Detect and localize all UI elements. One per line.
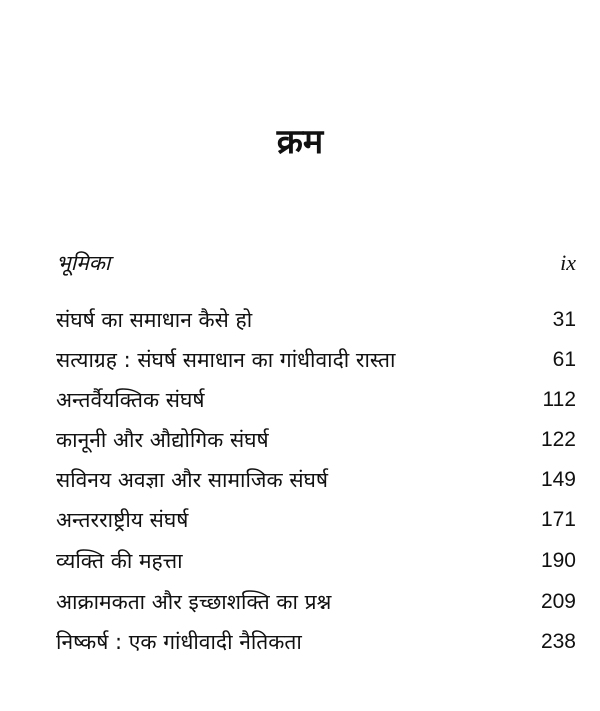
toc-entry[interactable] [56,502,576,538]
toc-entry[interactable] [56,462,576,498]
toc-entry-page: 238 [540,630,576,653]
toc-entry[interactable] [56,584,576,620]
toc-entry-page: 209 [540,590,576,613]
toc-entry-page: ix [560,250,576,275]
page-title: क्रम [276,122,324,162]
toc-entry[interactable] [56,382,576,418]
toc-entry-page: 190 [540,549,576,572]
toc-entry-page: 171 [540,508,576,531]
toc-entry-title: अन्तरराष्ट्रीय संघर्ष [56,508,189,532]
toc-entry-page: 122 [540,428,576,451]
toc-entry-page: 149 [540,468,576,491]
toc-entry-title: कानूनी और औद्योगिक संघर्ष [56,428,269,452]
toc-entry[interactable] [56,624,576,660]
toc-entry-page: 112 [542,388,576,411]
toc-entry-introduction[interactable] [56,245,576,281]
toc-entry[interactable] [56,302,576,338]
toc-entry-title: भूमिका [56,251,111,275]
toc-entry[interactable] [56,422,576,458]
toc-entry-title: निष्कर्ष : एक गांधीवादी नैतिकता [56,630,302,654]
toc-entry-title: सत्याग्रह : संघर्ष समाधान का गांधीवादी रास्ता [56,348,396,372]
toc-entry-title: सविनय अवज्ञा और सामाजिक संघर्ष [56,468,329,492]
toc-entry[interactable] [56,543,576,579]
toc-entry-page: 61 [552,348,576,371]
toc-entry-title: अन्तर्वैयक्तिक संघर्ष [56,388,205,412]
toc-entry-title: संघर्ष का समाधान कैसे हो [56,308,253,332]
toc-entry[interactable] [56,342,576,378]
toc-entry-page: 31 [552,308,576,331]
toc-entry-title: व्यक्ति की महत्ता [56,549,183,573]
toc-entry-title: आक्रामकता और इच्छाशक्ति का प्रश्न [56,590,332,614]
